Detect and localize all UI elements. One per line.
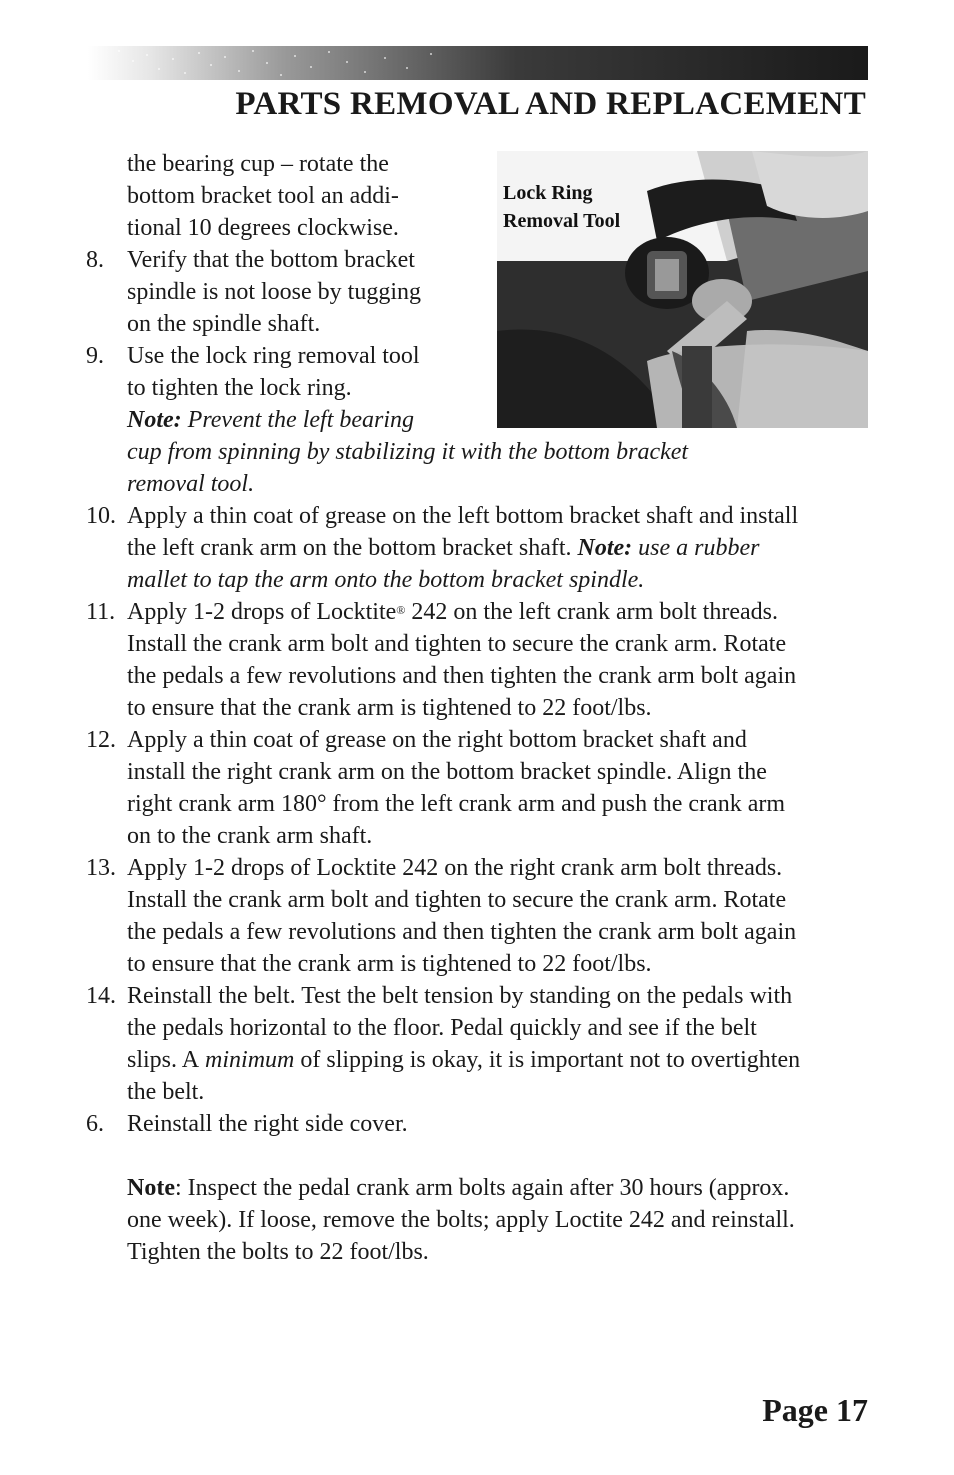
step-14-emphasis: minimum [205,1047,295,1073]
step-10-line-1: Apply a thin coat of grease on the left bottom bracket shaft and install [127,503,799,529]
page-number: Page 17 [762,1392,868,1428]
step-9-line-2: to tighten the lock ring. [127,375,352,401]
step-14-line-4: the belt. [127,1079,205,1105]
step-11-line-3: the pedals a few revolutions and then tighten the crank arm bolt again [127,663,797,689]
step-11-text-1a: Apply 1-2 drops of Locktite [127,599,397,625]
step-14-text-3b: of slipping is okay, it is important not to overtighten [300,1047,801,1073]
step-9-note-line-1 [127,404,414,436]
step-10-note-text: use a rubber [638,535,760,561]
step-9-note-text-3: removal tool. [127,471,255,497]
final-note-line-3: Tighten the bolts to 22 foot/lbs. [127,1239,429,1265]
step-14-line-3 [127,1044,800,1076]
intro-line-1: the bearing cup – rotate the [127,151,389,177]
step-9-note-line-3 [127,468,254,500]
registered-mark: ® [396,603,406,617]
step-6-number: 6. [86,1111,104,1137]
step-8-line-3: on the spindle shaft. [127,311,321,337]
section-title: PARTS REMOVAL AND REPLACEMENT [235,86,866,122]
step-10-number: 10. [86,503,116,529]
step-13-line-2: Install the crank arm bolt and tighten to secure the crank arm. Rotate [127,887,787,913]
step-13-line-1: Apply 1-2 drops of Locktite 242 on the right crank arm bolt threads. [127,855,783,881]
step-11-number: 11. [86,599,116,625]
step-12-line-3: right crank arm 180° from the left crank arm and push the crank arm [127,791,786,817]
step-10-line-2 [127,532,760,564]
photo-label-line2: Removal Tool [503,210,621,232]
step-12-line-4: on to the crank arm shaft. [127,823,373,849]
step-10-note-text-3: mallet to tap the arm onto the bottom bracket spindle. [127,567,645,593]
step-13-line-3: the pedals a few revolutions and then tighten the crank arm bolt again [127,919,797,945]
intro-line-3: tional 10 degrees clockwise. [127,215,399,241]
step-9-note-text-2: cup from spinning by stabilizing it with the bottom bracket [127,439,689,465]
final-note-label: Note [127,1175,175,1201]
step-9-number: 9. [86,343,104,369]
intro-line-2: bottom bracket tool an addi- [127,183,399,209]
step-10-note-label: Note: [577,535,633,561]
step-10-line-3 [127,564,644,596]
step-11-line-2: Install the crank arm bolt and tighten to secure the crank arm. Rotate [127,631,787,657]
step-13-line-4: to ensure that the crank arm is tightened to 22 foot/lbs. [127,951,652,977]
step-14-line-1: Reinstall the belt. Test the belt tension by standing on the pedals with [127,983,793,1009]
step-13-number: 13. [86,855,116,881]
step-12-line-2: install the right crank arm on the bottom bracket spindle. Align the [127,759,767,785]
step-8-number: 8. [86,247,104,273]
step-14-line-2: the pedals horizontal to the floor. Pedal quickly and see if the belt [127,1015,757,1041]
step-9-line-1: Use the lock ring removal tool [127,343,420,369]
step-14-number: 14. [86,983,116,1009]
step-9-note-label: Note: [127,407,182,433]
final-note-line-1 [127,1172,789,1204]
step-14-text-3a: slips. A [127,1047,200,1073]
step-11-text-1b: 242 on the left crank arm bolt threads. [411,599,778,625]
step-11-line-1 [127,596,778,628]
step-6-line-1: Reinstall the right side cover. [127,1111,408,1137]
final-note-line-2: one week). If loose, remove the bolts; apply Loctite 242 and reinstall. [127,1207,795,1233]
final-note-text-1: : Inspect the pedal crank arm bolts again after 30 hours (approx. [174,1175,790,1201]
photo-label-line1: Lock Ring [503,182,593,204]
step-12-line-1: Apply a thin coat of grease on the right bottom bracket shaft and [127,727,747,753]
step-11-line-4: to ensure that the crank arm is tightened to 22 foot/lbs. [127,695,652,721]
step-9-note-line-2 [127,436,688,468]
step-9-note-text-1: Prevent the left bearing [187,407,415,433]
step-12-number: 12. [86,727,116,753]
step-8-line-1: Verify that the bottom bracket [127,247,415,273]
step-10-text-2: the left crank arm on the bottom bracket shaft. [127,535,572,561]
step-8-line-2: spindle is not loose by tugging [127,279,421,305]
